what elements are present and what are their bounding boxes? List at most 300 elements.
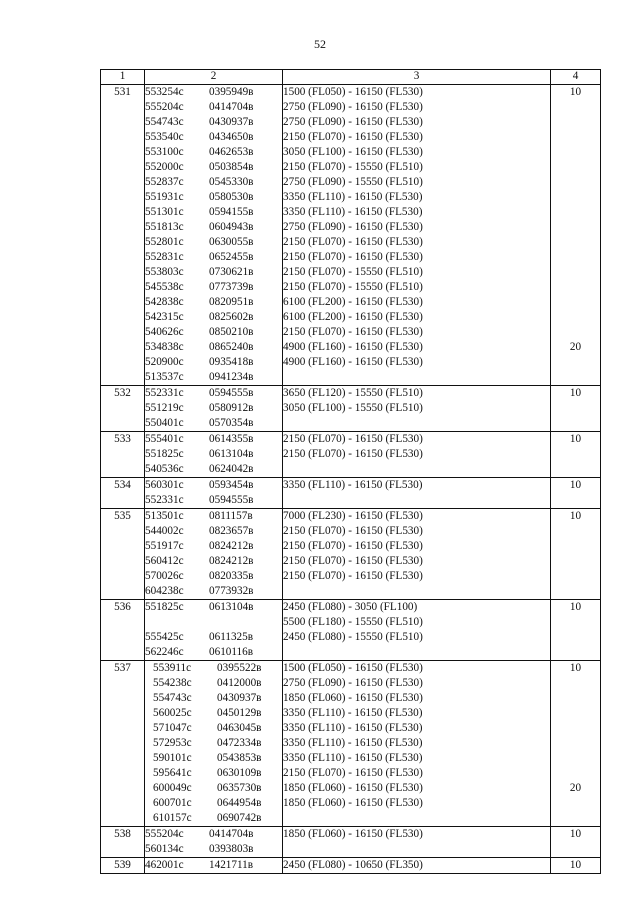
latitude: 560025с: [153, 707, 192, 719]
altitude-cell: [283, 432, 551, 478]
latitude: 600701с: [153, 797, 192, 809]
latitude: 544002с: [145, 525, 184, 537]
coordinates-cell: [145, 600, 283, 661]
coordinate-line: [145, 858, 282, 873]
longitude: 0614355в: [209, 433, 254, 445]
altitude-range: 6100 (FL200) - 16150 (FL530): [283, 296, 423, 308]
coordinate-line: [145, 509, 282, 524]
table-row: [101, 827, 601, 858]
altitude-range: 3350 (FL110) - 16150 (FL530): [283, 752, 423, 764]
coordinate-line: [145, 584, 282, 599]
coordinate-line: [145, 280, 282, 295]
value: [551, 100, 600, 115]
latitude: 551825с: [145, 448, 184, 460]
altitude-range: [283, 493, 550, 508]
value: [551, 370, 600, 385]
value: [551, 355, 600, 370]
value: [551, 493, 600, 508]
section-number: 535: [101, 509, 145, 600]
table-row: [101, 661, 601, 827]
latitude: 551917с: [145, 540, 184, 552]
altitude-range: 4900 (FL160) - 16150 (FL530): [283, 341, 423, 353]
value: [551, 325, 600, 340]
coordinate-line: [145, 325, 282, 340]
longitude: 0644954в: [217, 797, 262, 809]
coordinate-line: [145, 691, 282, 706]
latitude: 552331с: [145, 387, 184, 399]
coordinate-line: [145, 160, 282, 175]
altitude-range: 6100 (FL200) - 16150 (FL530): [283, 311, 423, 323]
coordinate-line: [145, 827, 282, 842]
altitude-cell: [283, 827, 551, 858]
coordinate-line: [145, 630, 282, 645]
value: 10: [569, 433, 582, 445]
longitude: 0393803в: [209, 843, 254, 855]
latitude: 562246с: [145, 646, 184, 658]
coordinate-line: [145, 493, 282, 508]
coordinate-line: [145, 766, 282, 781]
value: [551, 721, 600, 736]
latitude: 555204с: [145, 828, 184, 840]
altitude-range: 1850 (FL060) - 16150 (FL530): [283, 692, 423, 704]
value: [551, 691, 600, 706]
latitude: 555401с: [145, 433, 184, 445]
latitude: 540626с: [145, 326, 184, 338]
coordinate-line: [145, 205, 282, 220]
longitude: 0824212в: [209, 555, 254, 567]
section-number: 532: [101, 386, 145, 432]
value-cell: [551, 661, 601, 827]
coordinates-cell: [145, 858, 283, 874]
table-row: [101, 386, 601, 432]
latitude: 551219с: [145, 402, 184, 414]
latitude: 590101с: [153, 752, 192, 764]
altitude-cell: [283, 858, 551, 874]
altitude-range: 3650 (FL120) - 15550 (FL510): [283, 387, 423, 399]
altitude-range: 2150 (FL070) - 16150 (FL530): [283, 570, 423, 582]
value: [551, 462, 600, 477]
altitude-range: [283, 584, 550, 599]
latitude: 551931с: [145, 191, 184, 203]
altitude-range: 2750 (FL090) - 16150 (FL530): [283, 677, 423, 689]
coordinates-cell: [145, 432, 283, 478]
coordinate-line: [145, 190, 282, 205]
coordinates-cell: [145, 509, 283, 600]
value: [551, 205, 600, 220]
coordinates-cell: [145, 386, 283, 432]
value-cell: [551, 827, 601, 858]
longitude: 0635730в: [217, 782, 262, 794]
coordinate-line: [145, 310, 282, 325]
altitude-cell: [283, 85, 551, 386]
longitude: 0773739в: [209, 281, 254, 293]
altitude-range: [283, 842, 550, 857]
longitude: 0690742в: [217, 812, 262, 824]
longitude: 0395522в: [217, 662, 262, 674]
coordinate-line: [145, 706, 282, 721]
latitude: 571047с: [153, 722, 192, 734]
value: 10: [569, 86, 582, 98]
coordinate-line: [145, 661, 282, 676]
value: [551, 539, 600, 554]
longitude: 0594555в: [209, 387, 254, 399]
altitude-range: 2150 (FL070) - 16150 (FL530): [283, 433, 423, 445]
coordinates-cell: [145, 85, 283, 386]
value: [551, 645, 600, 660]
latitude: 560412с: [145, 555, 184, 567]
coordinate-line: [145, 478, 282, 493]
coordinate-line: [145, 554, 282, 569]
longitude: 0820335в: [209, 570, 254, 582]
latitude: 554743с: [145, 116, 184, 128]
coordinate-line: [145, 462, 282, 477]
altitude-range: 2150 (FL070) - 16150 (FL530): [283, 767, 423, 779]
latitude: 540536с: [145, 463, 184, 475]
longitude: 0463045в: [217, 722, 262, 734]
coordinates-cell: [145, 827, 283, 858]
coordinate-line: [145, 781, 282, 796]
altitude-range: 2150 (FL070) - 16150 (FL530): [283, 236, 423, 248]
coordinate-line: [145, 401, 282, 416]
altitude-cell: [283, 478, 551, 509]
latitude: 551825с: [145, 601, 184, 613]
altitude-range: 2150 (FL070) - 16150 (FL530): [283, 326, 423, 338]
longitude: 1421711в: [209, 859, 254, 871]
latitude: 534838с: [145, 341, 184, 353]
altitude-range: 2150 (FL070) - 16150 (FL530): [283, 525, 423, 537]
table-row: [101, 858, 601, 874]
latitude: 552801с: [145, 236, 184, 248]
altitude-range: 3350 (FL110) - 16150 (FL530): [283, 707, 423, 719]
latitude: 553540с: [145, 131, 184, 143]
column-header: 2: [145, 70, 283, 85]
coordinate-line: [145, 100, 282, 115]
latitude: 560134с: [145, 843, 184, 855]
latitude: 520900с: [145, 356, 184, 368]
longitude: 0823657в: [209, 525, 254, 537]
value: 20: [569, 782, 582, 794]
latitude: 545538с: [145, 281, 184, 293]
longitude: 0594555в: [209, 494, 254, 506]
value: [551, 706, 600, 721]
altitude-range: 2750 (FL090) - 16150 (FL530): [283, 101, 423, 113]
value: [551, 796, 600, 811]
value-cell: [551, 478, 601, 509]
column-header: 4: [551, 70, 601, 85]
latitude: 600049с: [153, 782, 192, 794]
value: 10: [569, 859, 582, 871]
latitude: 542315с: [145, 311, 184, 323]
altitude-range: 3050 (FL100) - 15550 (FL510): [283, 402, 423, 414]
value: [551, 175, 600, 190]
altitude-range: 2750 (FL090) - 15550 (FL510): [283, 176, 423, 188]
latitude: 551301с: [145, 206, 184, 218]
altitude-cell: [283, 386, 551, 432]
value: [551, 524, 600, 539]
longitude: 0611325в: [209, 631, 254, 643]
altitude-range: 1850 (FL060) - 16150 (FL530): [283, 797, 423, 809]
altitude-cell: [283, 600, 551, 661]
coordinate-line: [145, 736, 282, 751]
column-header: 3: [283, 70, 551, 85]
latitude: 550401с: [145, 417, 184, 429]
value: [551, 130, 600, 145]
longitude: 0941234в: [209, 371, 254, 383]
altitude-range: [283, 811, 550, 826]
coordinate-line: [145, 432, 282, 447]
altitude-range: 2150 (FL070) - 15550 (FL510): [283, 281, 423, 293]
altitude-range: 7000 (FL230) - 16150 (FL530): [283, 510, 423, 522]
latitude: 553911с: [153, 662, 192, 674]
altitude-range: 3350 (FL110) - 16150 (FL530): [283, 479, 423, 491]
longitude: 0593454в: [209, 479, 254, 491]
coordinate-line: [145, 416, 282, 431]
coordinate-line: [145, 130, 282, 145]
value-cell: [551, 386, 601, 432]
value: [551, 630, 600, 645]
longitude: 0610116в: [209, 646, 254, 658]
coordinate-line: [145, 175, 282, 190]
longitude: 0630055в: [209, 236, 254, 248]
coordinate-line: [145, 355, 282, 370]
value: [551, 190, 600, 205]
latitude: 560301с: [145, 479, 184, 491]
longitude: 0430937в: [217, 692, 262, 704]
table-row: [101, 478, 601, 509]
altitude-range: 1500 (FL050) - 16150 (FL530): [283, 86, 423, 98]
latitude: 554743с: [153, 692, 192, 704]
coordinate-line: [145, 220, 282, 235]
table-row: [101, 85, 601, 386]
coordinate-line: [145, 340, 282, 355]
longitude: 0414704в: [209, 828, 254, 840]
table-row: [101, 432, 601, 478]
longitude: 0580912в: [209, 402, 254, 414]
value: [551, 235, 600, 250]
value: [551, 115, 600, 130]
latitude: 553254с: [145, 86, 184, 98]
coordinate-line: [145, 796, 282, 811]
latitude: 462001с: [145, 859, 184, 871]
altitude-range: 4900 (FL160) - 16150 (FL530): [283, 356, 423, 368]
longitude: 0414704в: [209, 101, 254, 113]
value: [551, 295, 600, 310]
altitude-range: 2150 (FL070) - 15550 (FL510): [283, 266, 423, 278]
coordinate-line: [145, 265, 282, 280]
altitude-range: 3350 (FL110) - 16150 (FL530): [283, 206, 423, 218]
header-row: [101, 70, 601, 85]
longitude: 0395949в: [209, 86, 254, 98]
latitude: 553100с: [145, 146, 184, 158]
section-number: 534: [101, 478, 145, 509]
longitude: 0730621в: [209, 266, 254, 278]
value: 10: [569, 510, 582, 522]
value: [551, 751, 600, 766]
longitude: 0613104в: [209, 448, 254, 460]
coordinate-line: [145, 842, 282, 857]
value: 20: [569, 341, 582, 353]
longitude: 0824212в: [209, 540, 254, 552]
altitude-range: 2150 (FL070) - 16150 (FL530): [283, 448, 423, 460]
latitude: 552331с: [145, 494, 184, 506]
longitude: 0503854в: [209, 161, 254, 173]
altitude-range: 3350 (FL110) - 16150 (FL530): [283, 191, 423, 203]
coordinate-line: [145, 600, 282, 615]
value: [551, 811, 600, 826]
coordinate-line: [145, 539, 282, 554]
coordinate-line: [145, 85, 282, 100]
longitude: 0604943в: [209, 221, 254, 233]
section-number: 538: [101, 827, 145, 858]
longitude: 0434650в: [209, 131, 254, 143]
longitude: 0613104в: [209, 601, 254, 613]
latitude: 554238с: [153, 677, 192, 689]
latitude: 552000с: [145, 161, 184, 173]
altitude-range: 2450 (FL080) - 15550 (FL510): [283, 631, 423, 643]
altitude-range: 3350 (FL110) - 16150 (FL530): [283, 722, 423, 734]
altitude-range: 2150 (FL070) - 16150 (FL530): [283, 131, 423, 143]
section-number: 537: [101, 661, 145, 827]
longitude: 0624042в: [209, 463, 254, 475]
coordinate-line: [145, 615, 282, 630]
altitude-range: 2750 (FL090) - 16150 (FL530): [283, 116, 423, 128]
coordinate-line: [145, 370, 282, 385]
value: [551, 250, 600, 265]
latitude: 552831с: [145, 251, 184, 263]
section-number: 531: [101, 85, 145, 386]
altitude-cell: [283, 661, 551, 827]
value: [551, 265, 600, 280]
longitude: 0430937в: [209, 116, 254, 128]
altitude-range: 2450 (FL080) - 3050 (FL100): [283, 601, 418, 613]
altitude-range: 2750 (FL090) - 16150 (FL530): [283, 221, 423, 233]
altitude-range: 1850 (FL060) - 16150 (FL530): [283, 782, 423, 794]
longitude: 0543853в: [217, 752, 262, 764]
value: [551, 416, 600, 431]
longitude: 0472334в: [217, 737, 262, 749]
altitude-range: 1850 (FL060) - 16150 (FL530): [283, 828, 423, 840]
value: [551, 145, 600, 160]
table-row: [101, 600, 601, 661]
coordinate-line: [145, 447, 282, 462]
coordinate-line: [145, 811, 282, 826]
altitude-range: 2150 (FL070) - 16150 (FL530): [283, 251, 423, 263]
altitude-range: 3350 (FL110) - 16150 (FL530): [283, 737, 423, 749]
latitude: 604238с: [145, 585, 184, 597]
value: [551, 584, 600, 599]
value: [551, 401, 600, 416]
coordinate-line: [145, 721, 282, 736]
longitude: 0865240в: [209, 341, 254, 353]
coordinate-line: [145, 235, 282, 250]
longitude: 0545330в: [209, 176, 254, 188]
coordinate-line: [145, 115, 282, 130]
coordinate-line: [145, 645, 282, 660]
altitude-range: [283, 645, 550, 660]
latitude: 570026с: [145, 570, 184, 582]
latitude: 610157с: [153, 812, 192, 824]
longitude: 0580530в: [209, 191, 254, 203]
value-cell: [551, 858, 601, 874]
value: [551, 447, 600, 462]
latitude: 552837с: [145, 176, 184, 188]
latitude: 555425с: [145, 631, 184, 643]
altitude-cell: [283, 509, 551, 600]
latitude: 555204с: [145, 101, 184, 113]
longitude: 0630109в: [217, 767, 262, 779]
table-body: [101, 85, 601, 874]
value: [551, 220, 600, 235]
value: [551, 554, 600, 569]
value-cell: [551, 600, 601, 661]
longitude: 0412000в: [217, 677, 262, 689]
altitude-range: [283, 370, 550, 385]
value: [551, 310, 600, 325]
longitude: 0462653в: [209, 146, 254, 158]
data-table: [100, 69, 601, 874]
coordinate-line: [145, 751, 282, 766]
latitude: 595641с: [153, 767, 192, 779]
longitude: 0811157в: [209, 510, 253, 522]
altitude-range: [283, 462, 550, 477]
value-cell: [551, 85, 601, 386]
longitude: 0773932в: [209, 585, 254, 597]
value: 10: [569, 479, 582, 491]
coordinates-cell: [145, 661, 283, 827]
coordinate-line: [145, 569, 282, 584]
value: [551, 736, 600, 751]
value: [551, 280, 600, 295]
altitude-range: 2150 (FL070) - 16150 (FL530): [283, 555, 423, 567]
altitude-range: 2450 (FL080) - 10650 (FL350): [283, 859, 423, 871]
longitude: 0850210в: [209, 326, 254, 338]
latitude: 551813с: [145, 221, 184, 233]
longitude: 0820951в: [209, 296, 254, 308]
altitude-range: 2150 (FL070) - 15550 (FL510): [283, 161, 423, 173]
value: 10: [569, 662, 582, 674]
longitude: 0935418в: [209, 356, 254, 368]
coordinate-line: [145, 386, 282, 401]
longitude: 0594155в: [209, 206, 254, 218]
latitude: 513501с: [145, 510, 184, 522]
value-cell: [551, 432, 601, 478]
coordinate-line: [145, 676, 282, 691]
longitude: 0570354в: [209, 417, 254, 429]
column-header: 1: [101, 70, 145, 85]
coordinate-line: [145, 295, 282, 310]
latitude: 553803с: [145, 266, 184, 278]
coordinate-line: [145, 524, 282, 539]
section-number: 539: [101, 858, 145, 874]
altitude-range: 3050 (FL100) - 16150 (FL530): [283, 146, 423, 158]
value: [551, 615, 600, 630]
coordinates-cell: [145, 478, 283, 509]
latitude: 542838с: [145, 296, 184, 308]
section-number: 536: [101, 600, 145, 661]
longitude: 0450129в: [217, 707, 262, 719]
value: [551, 842, 600, 857]
value: 10: [569, 828, 582, 840]
coordinate-line: [145, 250, 282, 265]
altitude-range: [283, 416, 550, 431]
value: 10: [569, 387, 582, 399]
coordinate-line: [145, 145, 282, 160]
longitude: 0825602в: [209, 311, 254, 323]
value: [551, 569, 600, 584]
altitude-range: 2150 (FL070) - 16150 (FL530): [283, 540, 423, 552]
longitude: 0652455в: [209, 251, 254, 263]
table-row: [101, 509, 601, 600]
